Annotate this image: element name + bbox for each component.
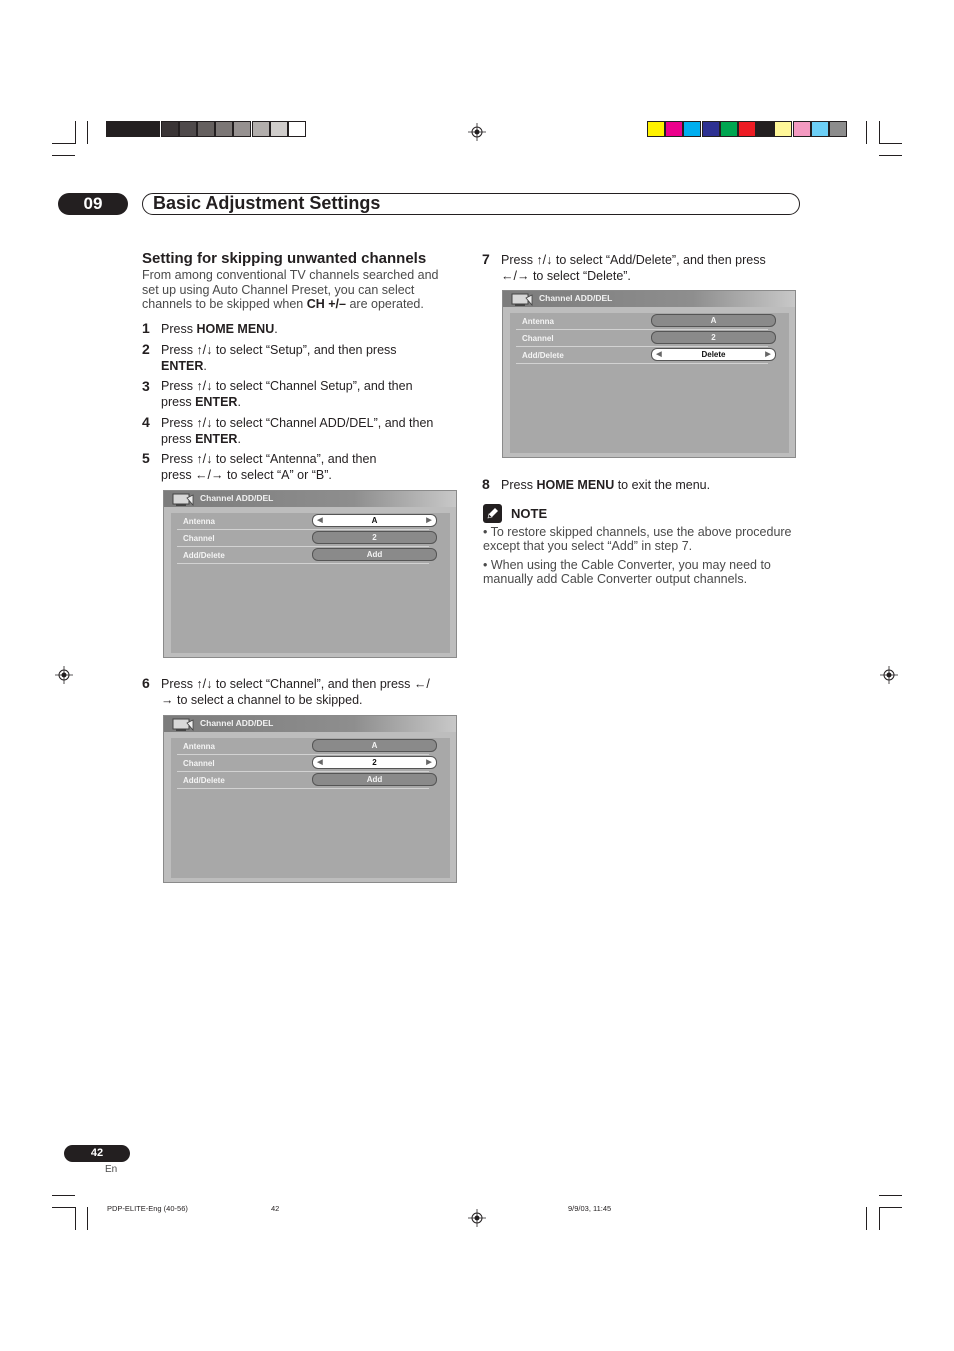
osd-value-channel: 2 xyxy=(312,531,437,544)
osd-row-channel: Channel 2 xyxy=(516,330,768,347)
note-pencil-icon xyxy=(483,504,502,523)
color-swatch xyxy=(829,121,847,137)
section-heading: Setting for skipping unwanted channels xyxy=(142,250,427,267)
color-swatch xyxy=(756,121,774,137)
arrow-left-icon: ◀ xyxy=(317,517,323,524)
color-swatch xyxy=(124,121,142,137)
osd-value-channel: ◀ 2 ▶ xyxy=(312,756,437,769)
note-item: • When using the Cable Converter, you may need to manually add Cable Converter output channels. xyxy=(483,558,771,586)
osd-row-add-delete: Add/Delete Add xyxy=(177,547,429,564)
step-text: Press ↑/↓ to select “Setup”, and then press ENTER. xyxy=(161,343,397,373)
step-text: Press ↑/↓ to select “Channel”, and then press ←/→ to select a channel to be skipped. xyxy=(161,677,430,707)
arrow-left-icon: ◀ xyxy=(317,759,323,766)
step-number: 4 xyxy=(142,414,150,430)
color-swatch xyxy=(270,121,288,137)
osd-row-add-delete: Add/Delete ◀ Delete ▶ xyxy=(516,347,768,364)
tv-menu-icon xyxy=(511,292,533,307)
osd-value-add-delete: Add xyxy=(312,773,437,786)
step-number: 1 xyxy=(142,320,150,336)
footer-sheet: 42 xyxy=(271,1204,280,1213)
color-swatch xyxy=(647,121,665,137)
step-text: Press HOME MENU to exit the menu. xyxy=(501,478,711,492)
step-text: Press ↑/↓ to select “Channel ADD/DEL”, and then press ENTER. xyxy=(161,416,434,446)
color-swatch xyxy=(233,121,251,137)
color-swatch xyxy=(161,121,179,137)
tv-menu-icon xyxy=(172,492,194,507)
osd-row-channel: Channel 2 xyxy=(177,530,429,547)
osd-row-antenna: Antenna ◀ A ▶ xyxy=(177,513,429,530)
tv-menu-icon xyxy=(172,717,194,732)
registration-mark-icon xyxy=(55,666,73,684)
step-text: Press ↑/↓ to select “Add/Delete”, and then press ←/→ to select “Delete”. xyxy=(501,253,766,283)
step-number: 6 xyxy=(142,675,150,691)
arrow-right-icon: ▶ xyxy=(765,351,771,358)
registration-mark-icon xyxy=(880,666,898,684)
language-label: En xyxy=(105,1164,118,1175)
page-number: 42 xyxy=(64,1145,130,1162)
step-number: 8 xyxy=(482,476,490,492)
osd-screen-channel: Channel ADD/DEL Antenna A Channel ◀ 2 ▶ Add/Delete Add xyxy=(163,715,457,883)
color-swatch xyxy=(702,121,720,137)
osd-screen-antenna: Channel ADD/DEL Antenna ◀ A ▶ Channel 2 Add/Delete Add xyxy=(163,490,457,658)
arrow-right-icon: ▶ xyxy=(426,517,432,524)
osd-row-add-delete: Add/Delete Add xyxy=(177,772,429,789)
color-swatch xyxy=(142,121,160,137)
osd-value-add-delete: Add xyxy=(312,548,437,561)
step-number: 3 xyxy=(142,378,150,394)
color-swatch xyxy=(774,121,792,137)
step-number: 2 xyxy=(142,341,150,357)
footer-file: PDP-ELITE-Eng (40-56) xyxy=(107,1204,188,1213)
osd-row-antenna: Antenna A xyxy=(177,738,429,755)
registration-mark-icon xyxy=(468,1209,486,1227)
osd-screen-add-delete: Channel ADD/DEL Antenna A Channel 2 Add/Delete ◀ Delete ▶ xyxy=(502,290,796,458)
footer-date: 9/9/03, 11:45 xyxy=(568,1204,612,1213)
osd-value-antenna: ◀ A ▶ xyxy=(312,514,437,527)
color-swatch xyxy=(197,121,215,137)
color-swatch xyxy=(683,121,701,137)
step-text: Press ↑/↓ to select “Antenna”, and then press ←/→ to select “A” or “B”. xyxy=(161,452,377,482)
color-swatch xyxy=(215,121,233,137)
color-swatch xyxy=(179,121,197,137)
note-item: • To restore skipped channels, use the above procedure except that you select “Add” in step 7. xyxy=(483,525,792,553)
chapter-title: Basic Adjustment Settings xyxy=(153,193,381,213)
step-text: Press ↑/↓ to select “Channel Setup”, and then press ENTER. xyxy=(161,379,413,409)
arrow-left-icon: ◀ xyxy=(656,351,662,358)
color-swatch xyxy=(811,121,829,137)
osd-row-antenna: Antenna A xyxy=(516,313,768,330)
osd-value-channel: 2 xyxy=(651,331,776,344)
osd-value-antenna: A xyxy=(651,314,776,327)
section-intro: From among conventional TV channels searched and set up using Auto Channel Preset, you can select channels to be skipped when CH +/– are operated. xyxy=(142,268,439,311)
color-swatch xyxy=(288,121,306,137)
color-swatch xyxy=(252,121,270,137)
arrow-right-icon: ▶ xyxy=(426,759,432,766)
step-text: Press HOME MENU. xyxy=(161,322,278,336)
osd-row-channel: Channel ◀ 2 ▶ xyxy=(177,755,429,772)
color-swatch xyxy=(793,121,811,137)
osd-value-antenna: A xyxy=(312,739,437,752)
color-swatch xyxy=(106,121,124,137)
note-title: NOTE xyxy=(511,506,548,521)
color-swatch xyxy=(665,121,683,137)
registration-mark-icon xyxy=(468,123,486,141)
osd-value-add-delete: ◀ Delete ▶ xyxy=(651,348,776,361)
step-number: 5 xyxy=(142,450,150,466)
color-swatch xyxy=(720,121,738,137)
color-swatch xyxy=(738,121,756,137)
step-number: 7 xyxy=(482,251,490,267)
chapter-number: 09 xyxy=(58,193,128,215)
